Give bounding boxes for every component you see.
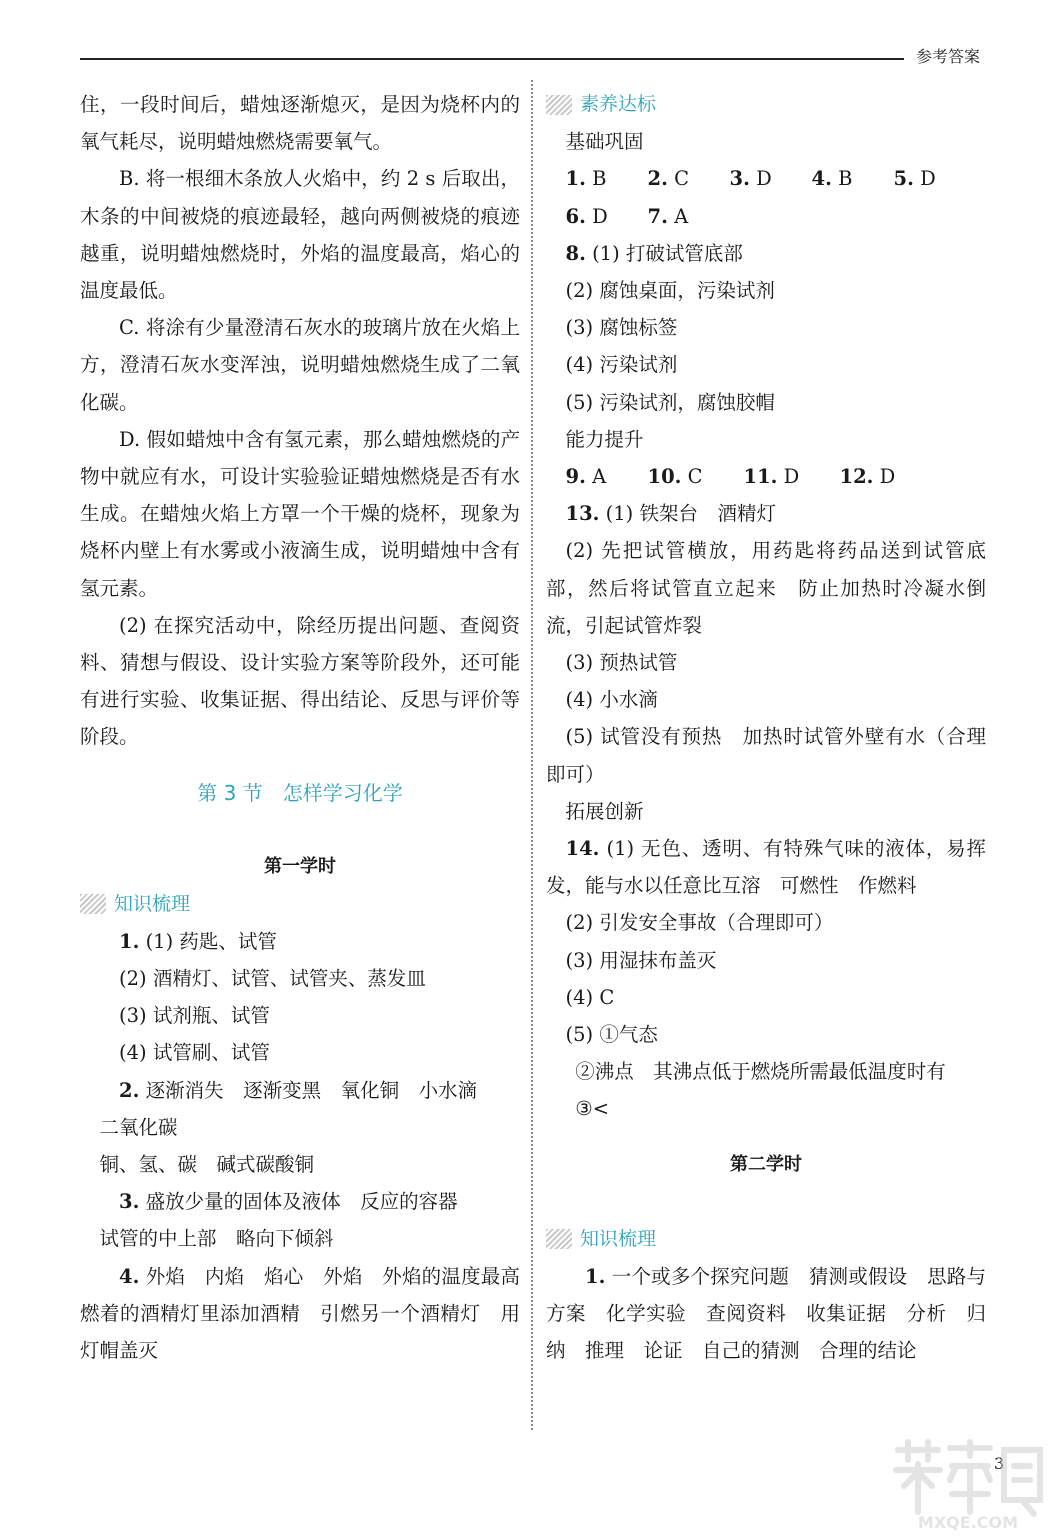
choice-answer: 4. B — [811, 167, 853, 191]
answer-4: 4. 外焰 内焰 焰心 外焰 外焰的温度最高 燃着的酒精灯里添加酒精 引燃另一个酒精灯 用灯帽盖灭 — [80, 1264, 540, 1363]
answer-13c: (3) 预热试管 — [565, 651, 678, 675]
answer-3b: 试管的中上部 略向下倾斜 — [99, 1227, 334, 1251]
section-heading-literacy: 素养达标 — [546, 86, 986, 123]
column-divider — [531, 80, 533, 1430]
choice-row-3 — [546, 458, 986, 495]
svg-text:MXQE.COM: MXQE.COM — [917, 1513, 1019, 1532]
choice-answer: 7. A — [647, 204, 689, 228]
answer-14c: (3) 用湿抹布盖灭 — [565, 948, 717, 972]
subheading-extend: 拓展创新 — [565, 799, 644, 823]
answer-14e: (5) ①气态 — [565, 1023, 658, 1047]
choice-answer: 11. D — [743, 465, 800, 489]
answer-14d: (4) C — [565, 985, 615, 1009]
paragraph-c: C. 将涂有少量澄清石灰水的玻璃片放在火焰上方，澄清石灰水变浑浊，说明蜡烛燃烧生成了二氧化碳。 — [80, 316, 520, 414]
section-marker-icon — [546, 95, 572, 115]
choice-row-2 — [546, 198, 986, 235]
answer-1c: (3) 试剂瓶、试管 — [119, 1004, 270, 1028]
choice-answer: 9. A — [565, 465, 607, 489]
section-heading-knowledge: 知识梳理 — [80, 886, 520, 923]
answer-3a: 3. 盛放少量的固体及液体 反应的容器 — [119, 1190, 458, 1214]
subheading-basic: 基础巩固 — [565, 130, 644, 154]
section-marker-icon — [80, 894, 106, 914]
section-heading-knowledge-2: 知识梳理 — [546, 1221, 986, 1258]
answer-8b: (2) 腐蚀桌面，污染试剂 — [565, 279, 775, 302]
page-number: 3 — [994, 1454, 1005, 1473]
watermark-logo — [886, 1436, 1050, 1532]
paragraph-b: B. 将一根细木条放人火焰中，约 2 s 后取出，木条的中间被烧的痕迹最轻，越向两侧被烧的痕迹越重，说明蜡烛燃烧时，外焰的温度最高，焰心的温度最低。 — [80, 167, 520, 303]
section-marker-icon — [546, 1229, 572, 1249]
answer-13d: (4) 小水滴 — [565, 688, 658, 712]
answer-8d: (4) 污染试剂 — [565, 353, 678, 377]
answer-1b: (2) 酒精灯、试管、试管夹、蒸发皿 — [119, 967, 426, 991]
answer-2-1: 1. 一个或多个探究问题 猜测或假设 思路与方案 化学实验 查阅资料 收集证据 分析 归纳 推理 论证 自己的猜测 合理的结论 — [546, 1264, 986, 1363]
paragraph-d: D. 假如蜡烛中含有氢元素，那么蜡烛燃烧的产物中就应有水，可设计实验验证蜡烛燃烧是否有水生成。在蜡烛火焰上方罩一个干燥的烧杯，现象为烧杯内壁上有水雾或小液滴生成，说明蜡烛中含有氢元素。 — [80, 427, 520, 600]
paragraph-continuation: 住，一段时间后，蜡烛逐渐熄灭，是因为烧杯内的氧气耗尽，说明蜡烛燃烧需要氧气。 — [80, 93, 520, 154]
lesson-title-2: 第二学时 — [730, 1153, 802, 1175]
answer-13b: (2) 先把试管横放，用药匙将药品送到试管底部，然后将试管直立起来 防止加热时冷凝水倒流，引起试管炸裂 — [546, 539, 986, 637]
chapter-title: 第 3 节 怎样学习化学 — [197, 780, 403, 805]
answer-8c: (3) 腐蚀标签 — [565, 316, 678, 340]
running-header: 参考答案 — [916, 47, 981, 66]
answer-14b: (2) 引发安全事故（合理即可） — [565, 911, 834, 935]
paragraph-2: (2) 在探究活动中，除经历提出问题、查阅资料、猜想与假设、设计实验方案等阶段外，还可能有进行实验、收集证据、得出结论、反思与评价等阶段。 — [80, 613, 520, 749]
answer-13a: 13. (1) 铁架台 酒精灯 — [565, 502, 776, 526]
choice-answer: 3. D — [729, 167, 772, 191]
choice-answer: 6. D — [565, 204, 608, 228]
choice-row-1 — [546, 160, 986, 197]
right-column — [546, 86, 986, 1369]
answer-8a: 8. (1) 打破试管底部 — [565, 241, 743, 265]
choice-answer: 2. C — [647, 167, 689, 191]
answer-2a: 2. 逐渐消失 逐渐变黑 氧化铜 小水滴 — [119, 1078, 478, 1102]
answer-13e: (5) 试管没有预热 加热时试管外壁有水（合理即可） — [546, 725, 986, 786]
answer-2b: 二氧化碳 — [99, 1115, 178, 1139]
choice-answer: 5. D — [893, 167, 936, 191]
answer-1a: 1. (1) 药匙、试管 — [119, 929, 277, 953]
choice-answer: 12. D — [839, 465, 896, 489]
answer-1d: (4) 试管刷、试管 — [119, 1041, 270, 1065]
left-column — [80, 86, 540, 1369]
answer-14g: ③< — [575, 1097, 610, 1121]
choice-answer: 10. C — [647, 465, 703, 489]
answer-2c: 铜、氢、碳 碱式碳酸铜 — [99, 1153, 315, 1177]
lesson-title-1: 第一学时 — [264, 855, 336, 877]
answer-8e: (5) 污染试剂，腐蚀胶帽 — [565, 390, 775, 414]
answer-14f: ②沸点 其沸点低于燃烧所需最低温度时有 — [575, 1060, 946, 1084]
header-rule — [80, 58, 904, 60]
subheading-ability: 能力提升 — [565, 427, 644, 451]
answer-14a: 14. (1) 无色、透明、有特殊气味的液体，易挥发，能与水以任意比互溶 可燃性 作燃料 — [546, 837, 987, 898]
choice-answer: 1. B — [565, 167, 607, 191]
